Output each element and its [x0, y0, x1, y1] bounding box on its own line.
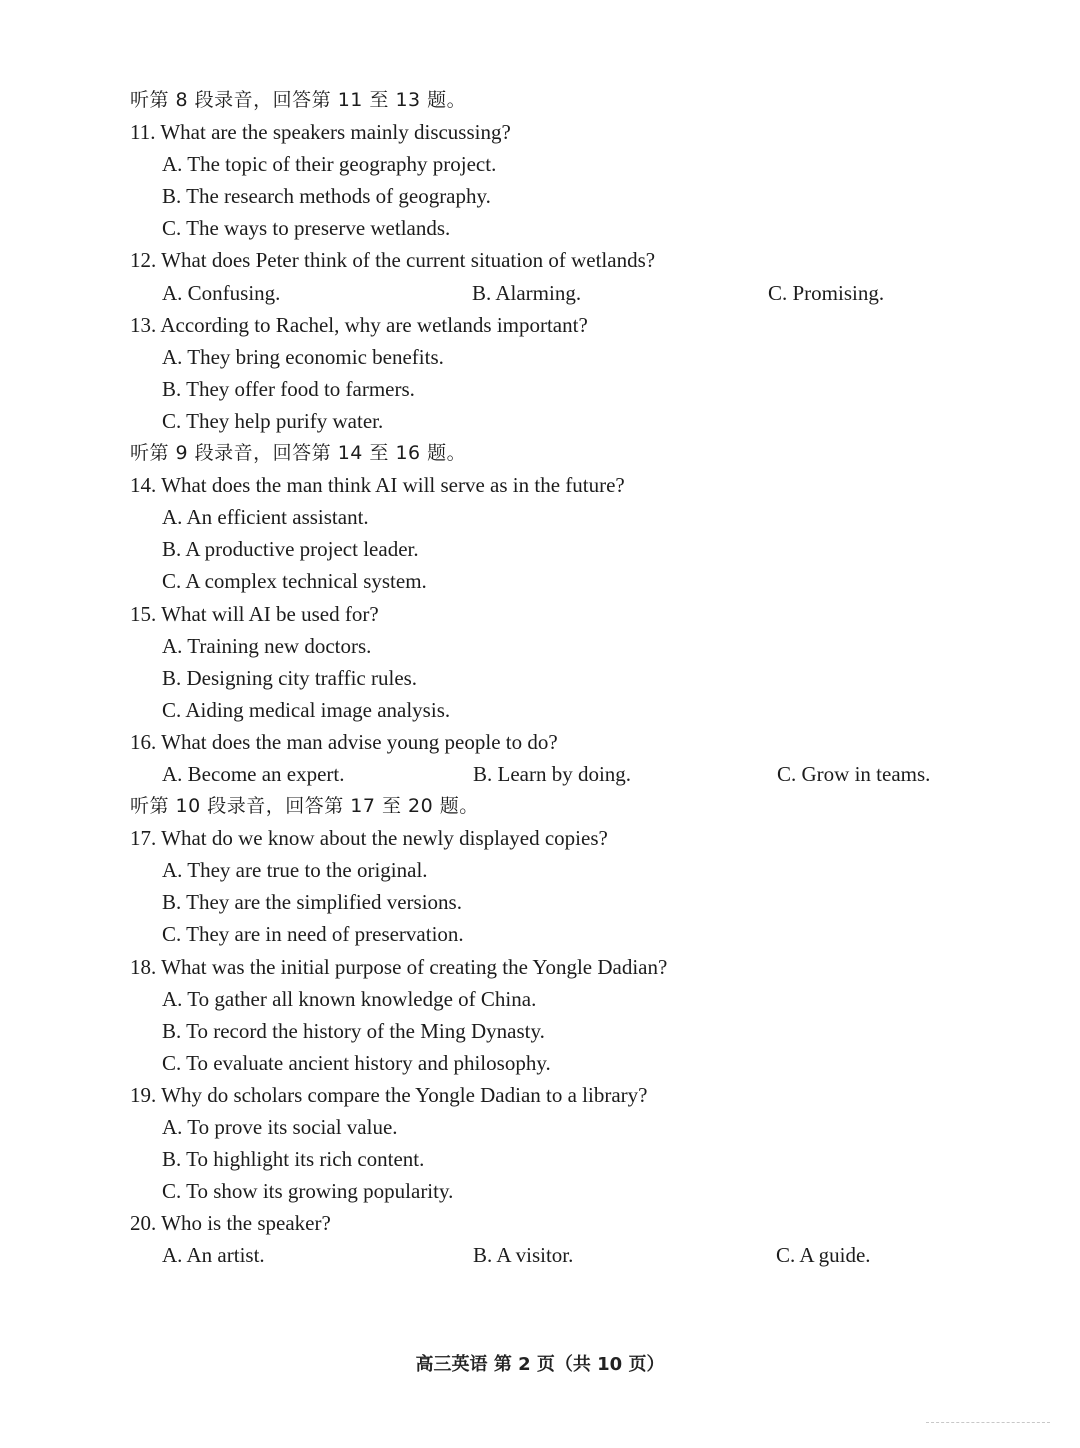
- question-12-option-a: A. Confusing.: [162, 280, 281, 305]
- question-14-option-b: B. A productive project leader.: [162, 537, 419, 562]
- question-20-options: [0, 1239, 1080, 1271]
- question-12-options: [0, 277, 1080, 309]
- question-17-stem: 17. What do we know about the newly displayed copies?: [130, 826, 608, 851]
- question-15-stem: 15. What will AI be used for?: [130, 601, 379, 626]
- question-13-stem: 13. According to Rachel, why are wetlands important?: [130, 312, 588, 337]
- question-16-stem: 16. What does the man advise young people to do?: [130, 729, 558, 754]
- question-17-option-b: B. They are the simplified versions.: [162, 890, 462, 915]
- question-16-option-c: C. Grow in teams.: [777, 761, 931, 786]
- question-20-option-b: B. A visitor.: [473, 1243, 574, 1268]
- question-12-stem: 12. What does Peter think of the current situation of wetlands?: [130, 248, 656, 273]
- question-19-option-c: C. To show its growing popularity.: [162, 1179, 454, 1204]
- section-heading-10: 听第 10 段录音，回答第 17 至 20 题。: [130, 795, 479, 818]
- question-17-option-c: C. They are in need of preservation.: [162, 922, 464, 947]
- question-19-stem: 19. Why do scholars compare the Yongle Dadian to a library?: [130, 1082, 648, 1107]
- question-15-option-a: A. Training new doctors.: [162, 633, 372, 658]
- question-20-stem: 20. Who is the speaker?: [130, 1211, 331, 1236]
- question-15-option-c: C. Aiding medical image analysis.: [162, 697, 451, 722]
- question-13-option-b: B. They offer food to farmers.: [162, 376, 415, 401]
- question-18-option-a: A. To gather all known knowledge of China.: [162, 986, 537, 1011]
- question-16-option-a: A. Become an expert.: [162, 761, 345, 786]
- question-20-option-c: C. A guide.: [776, 1243, 871, 1268]
- question-11-stem: 11. What are the speakers mainly discussing?: [130, 120, 511, 145]
- question-16-option-b: B. Learn by doing.: [473, 761, 632, 786]
- question-16-options: [0, 758, 1080, 790]
- corner-divider: [926, 1422, 1050, 1423]
- question-11-option-b: B. The research methods of geography.: [162, 184, 491, 209]
- question-18-stem: 18. What was the initial purpose of creating the Yongle Dadian?: [130, 954, 668, 979]
- section-heading-8: 听第 8 段录音，回答第 11 至 13 题。: [130, 89, 467, 111]
- question-11-option-a: A. The topic of their geography project.: [162, 152, 497, 177]
- question-19-option-b: B. To highlight its rich content.: [162, 1147, 425, 1172]
- question-15-option-b: B. Designing city traffic rules.: [162, 665, 418, 690]
- question-11-option-c: C. The ways to preserve wetlands.: [162, 216, 451, 241]
- question-13-option-a: A. They bring economic benefits.: [162, 344, 444, 369]
- question-14-option-a: A. An efficient assistant.: [162, 505, 369, 530]
- page-footer: 高三英语 第 2 页（共 10 页）: [415, 1354, 665, 1375]
- question-14-stem: 14. What does the man think AI will serve as in the future?: [130, 473, 625, 498]
- question-12-option-c: C. Promising.: [768, 280, 885, 305]
- question-20-option-a: A. An artist.: [162, 1243, 265, 1268]
- question-13-option-c: C. They help purify water.: [162, 408, 384, 433]
- question-19-option-a: A. To prove its social value.: [162, 1115, 398, 1139]
- section-heading-9: 听第 9 段录音，回答第 14 至 16 题。: [130, 442, 467, 465]
- question-14-option-c: C. A complex technical system.: [162, 569, 427, 594]
- question-12-option-b: B. Alarming.: [472, 280, 582, 305]
- question-17-option-a: A. They are true to the original.: [162, 858, 428, 883]
- listening-section: [0, 84, 1080, 1271]
- question-18-option-c: C. To evaluate ancient history and philosophy.: [162, 1050, 551, 1075]
- question-18-option-b: B. To record the history of the Ming Dynasty.: [162, 1018, 545, 1043]
